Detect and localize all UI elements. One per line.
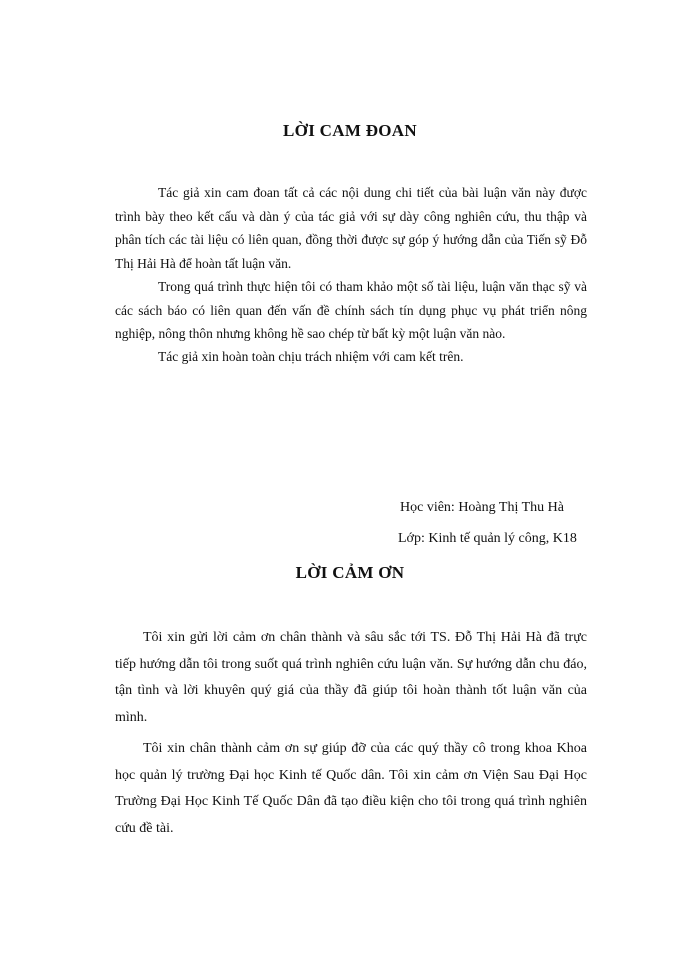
acknowledgement-paragraph-1: Tôi xin gửi lời cảm ơn chân thành và sâu sắc tới TS. Đỗ Thị Hải Hà đã trực tiếp hướng dẫn tôi trong suốt quá trình nghiên cứu luận văn. Sự hướng dẫn chu đáo, tận tình và lời khuyên quý giá của thầy đã giúp tôi hoàn thành tốt luận văn của mình. bbox=[115, 630, 587, 725]
acknowledgement-paragraph-2: Tôi xin chân thành cảm ơn sự giúp đỡ của các quý thầy cô trong khoa Khoa học quản lý trường Đại học Kinh tế Quốc dân. Tôi xin cảm ơn Viện Sau Đại Học Trường Đại Học Kinh Tế Quốc Dân đã tạo điều kiện cho tôi trong quá trình nghiên cứu đề tài. bbox=[115, 741, 587, 836]
signature-student: Học viên: Hoàng Thị Thu Hà bbox=[400, 500, 564, 515]
signature-class: Lớp: Kinh tế quản lý công, K18 bbox=[398, 531, 577, 546]
commitment-paragraph-3: Tác giả xin hoàn toàn chịu trách nhiệm với cam kết trên. bbox=[158, 349, 464, 364]
commitment-paragraph-2: Trong quá trình thực hiện tôi có tham khảo một số tài liệu, luận văn thạc sỹ và các sách báo có liên quan đến vấn đề chính sách tín dụng phục vụ phát triển nông nghiệp, nông thôn nhưng không hề sao chép từ bất kỳ một luận văn nào. bbox=[115, 279, 587, 341]
acknowledgement-title: LỜI CẢM ƠN bbox=[295, 563, 405, 582]
commitment-paragraph-1: Tác giả xin cam đoan tất cả các nội dung chi tiết của bài luận văn này được trình bày theo kết cấu và dàn ý của tác giả với sự dày công nghiên cứu, thu thập và phân tích các tài liệu có liên quan, đồng thời được sự góp ý hướng dẫn của Tiến sỹ Đỗ Thị Hải Hà để hoàn tất luận văn. bbox=[115, 185, 587, 271]
commitment-title: LỜI CAM ĐOAN bbox=[283, 121, 417, 140]
